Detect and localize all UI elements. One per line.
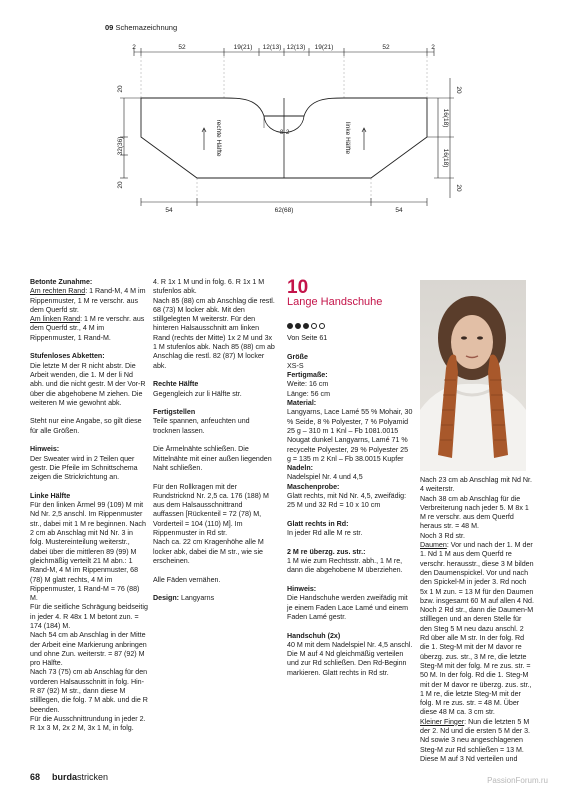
heading-glatt-rechts: Glatt rechts in Rd:: [287, 519, 349, 528]
neck-dim-2: 2: [286, 130, 290, 136]
paragraph: 1 M wie zum Rechtsstr. abh., 1 M re, dann die abgehobene M überziehen.: [287, 557, 403, 575]
heading-abketten: Stufenloses Abketten:: [30, 352, 105, 361]
paragraph: 4. R 1x 1 M und in folg. 6. R 1x 1 M stufenlos abk.: [153, 278, 265, 296]
right-inner-dim-2: 16(18): [442, 148, 449, 168]
paragraph: Am rechten Rand: 1 Rand-M, 4 M im Rippenmuster, 1 M re verschr. aus dem Querfd str.: [30, 287, 146, 314]
paragraph: Alle Fäden vernähen.: [153, 575, 221, 584]
top-dim-5: 12(13): [286, 44, 306, 51]
paragraph: Nach ca. 22 cm Kragenhöhe alle M locker abk, dabei die M str., wie sie erscheinen.: [153, 538, 264, 565]
paragraph: Am linken Rand: 1 M re verschr. aus dem Querfd str., 4 M im Rippenmuster, 1 Rand-M.: [30, 315, 145, 342]
paragraph-daumen: Daumen: Vor und nach der 1. M der 1. Nd 1 M aus dem Querfd re verschr. herausstr., diese 3 M bilden den Daumenspickel. Vor und nach den Spickel-M in jeder 3. Rd noch 5x 1 M zun. = 13 M für den Daumen bzw. insgesamt 60 M auf allen 4 Nd. Noch 2 Rd str., dann die Daumen-M stilllegen und an deren Stelle für den Steg 5 M neu dazu anschl. 2 Rd über alle M str. In der folg. Rd die 1. Steg-M mit der M davor re überzg. zus. str., 3 M re, die letzte Steg-M mit der folg. M re zus. str. = 50 M. In der folg. Rd die 1. Steg-M mit der M davor re überzg. zus. str., 1 M re, die letzte Steg-M mit der folg. M re zus. str. = 48 M. Über diese 48 M ca. 3 cm str.: [420, 541, 534, 717]
schema-title-text: Schemazeichnung: [115, 23, 178, 32]
page-number: 68: [30, 772, 41, 782]
length-value: Länge: 56 cm: [287, 389, 330, 398]
paragraph: Nach 54 cm ab Anschlag in der Mitte der Arbeit eine Markierung anbringen und ohne Zun. weiterstr. = 87 (92) M pro Hälfte.: [30, 631, 147, 668]
bottom-dim-1: 54: [165, 207, 173, 214]
top-dim-4: 12(13): [262, 44, 282, 51]
paragraph: Die Ärmelnähte schließen. Die Mittelnähte mit einer außen liegenden Naht schließen.: [153, 445, 272, 472]
paragraph-kleiner-finger: Kleiner Finger: Nun die letzten 5 M der 2. Nd und die ersten 5 M der 3. Nd sowie 3 neu angeschlagenen Steg-M zur Rd schließen = 13 M. Diese M auf 3 Nd verteilen und: [420, 717, 531, 763]
top-dim-1: 2: [132, 44, 136, 51]
width-value: Weite: 16 cm: [287, 380, 329, 389]
heading-groesse: Größe: [287, 352, 308, 361]
heading-fertigmasse: Fertigmaße:: [287, 371, 328, 380]
paragraph: Für die Ausschnittrundung in jeder 2. R 1x 3 M, 2x 2 M, 3x 1 M, in folg.: [30, 714, 146, 733]
right-inner-dim-1: 16(18): [442, 108, 449, 128]
paragraph: In jeder Rd alle M re str.: [287, 529, 363, 538]
paragraph: Teile spannen, anfeuchten und trocknen lassen.: [153, 417, 250, 435]
heading-handschuh: Handschuh (2x): [287, 631, 341, 640]
paragraph: Die Handschuhe werden zweifädig mit je einem Faden Lace Lamé und einem Faden Lamé gestr.: [287, 594, 409, 621]
top-dim-6: 19(21): [314, 44, 334, 51]
heading-ueberzg: 2 M re überzg. zus. str.:: [287, 547, 366, 556]
heading-betonte-zunahme: Betonte Zunahme:: [30, 278, 93, 286]
source-ref: Von Seite 61: [287, 334, 328, 342]
difficulty-dot-filled: [295, 323, 301, 329]
paragraph: Steht nur eine Angabe, so gilt diese für alle Größen.: [30, 417, 142, 435]
bottom-dim-2: 62(68): [274, 207, 294, 214]
paragraph: Noch 3 Rd str.: [420, 531, 465, 540]
difficulty-rating: [287, 316, 327, 334]
heading-fertigstellen: Fertigstellen: [153, 408, 196, 417]
difficulty-dot-filled: [287, 323, 293, 329]
paragraph: Gegengleich zur li Hälfte str.: [153, 389, 242, 398]
left-dim-1: 20: [117, 85, 124, 93]
heading-material: Material:: [287, 399, 317, 408]
difficulty-dot-empty: [311, 323, 317, 329]
paragraph: Nach 38 cm ab Anschlag für die Verbreiterung nach jeder 5. M 8x 1 M re verschr. aus dem Querfd heraus str. = 48 M.: [420, 494, 529, 531]
paragraph: Nach 73 (75) cm ab Anschlag für den vorderen Halsausschnitt in folg. Hin-R 87 (92) M str., dann diese M stilllegen, die folg. 7 M abk. und die R beenden.: [30, 668, 148, 714]
magazine-brand: burdastricken: [52, 772, 109, 782]
top-dim-7: 52: [382, 44, 390, 51]
heading-linke-haelfte: Linke Hälfte: [30, 491, 71, 500]
text-column-1: [30, 278, 148, 734]
right-dim-2: 20: [455, 184, 462, 192]
bottom-dim-3: 54: [395, 207, 403, 214]
heading-maschenprobe: Maschenprobe:: [287, 482, 340, 491]
schema-title: [105, 23, 177, 32]
heading-nadeln: Nadeln:: [287, 464, 314, 473]
neck-dim-1: 8: [280, 130, 284, 136]
difficulty-dot-filled: [303, 323, 309, 329]
needles-text: Nadelspiel Nr. 4 und 4,5: [287, 473, 363, 482]
paragraph: Nach 23 cm ab Anschlag mit Nd Nr. 4 weiterstr.: [420, 476, 532, 494]
design-credit: Design: Langyarns: [153, 594, 215, 603]
pattern-title: Lange Handschuhe: [287, 296, 383, 308]
heading-hinweis: Hinweis:: [287, 585, 317, 594]
top-dim-8: 2: [431, 44, 435, 51]
heading-hinweis: Hinweis:: [30, 445, 60, 454]
paragraph: Nach 85 (88) cm ab Anschlag die restl. 68 (73) M locker abk. Mit den stillgelegten M weiterstr. Für den hinteren Halsausschnitt am linken Rand (rechts der Mitte) 1x 2 M und 3x 1 M stufenlos abk. Nach 85 (88) cm ab Anschlag die restl. 82 (87) M locker abk.: [153, 296, 275, 370]
text-column-4: [420, 476, 534, 764]
paragraph: Der Sweater wird in 2 Teilen quer gestr. Die Pfeile im Schnittschema zeigen die Strickrichtung an.: [30, 454, 138, 482]
pattern-number: 10: [287, 277, 309, 298]
paragraph: Die letzte M der R nicht abstr. Die Arbeit wenden, die 1. M der li Nd abh. und die nicht gestr. M der Vor-R über die abgehobene M ziehen. Die weiteren M wie gewohnt abk.: [30, 361, 146, 407]
model-photo: [420, 280, 526, 471]
label-left-half: linke Hälfte: [344, 121, 351, 155]
label-right-half: rechte Hälfte: [215, 119, 222, 157]
paragraph: 40 M mit dem Nadelspiel Nr. 4,5 anschl. Die M auf 4 Nd gleichmäßig verteilen und zur Rd schließen. Den Rd-Beginn markieren. Glatt rechts in Rd str.: [287, 640, 413, 677]
size-value: XS-S: [287, 361, 304, 370]
material-text: Langyarns, Lace Lamé 55 % Mohair, 30 % Seide, 8 % Polyester, 7 % Polyamid 25 g – 310 m 1 Knl – Fb 1081.0015 Nougat dunkel Langyarns, Lamé 71 % recycelte Polyester, 29 % Polyester 25 g = 135 m 2 Knl – Fb 38.0015 Kupfer: [287, 408, 413, 463]
left-dim-2: 32(36): [117, 136, 124, 156]
text-column-3: [287, 334, 413, 678]
schema-drawing: [100, 40, 460, 220]
right-dim-1: 20: [455, 86, 462, 94]
left-dim-3: 20: [117, 181, 124, 189]
text-column-2: [153, 278, 275, 613]
top-dim-3: 19(21): [233, 44, 253, 51]
gauge-text: Glatt rechts, mit Nd Nr. 4,5, zweifädig: 25 M und 32 Rd = 10 x 10 cm: [287, 492, 407, 510]
heading-rechte-haelfte: Rechte Hälfte: [153, 380, 199, 389]
paragraph: Für den Rollkragen mit der Rundstricknd Nr. 2,5 ca. 176 (188) M aus dem Halsausschnittrand auffassen [Rückenteil = 72 (78) M, Vorderteil = 104 (110) M]. Im Rippenmuster in Rd str.: [153, 482, 269, 538]
difficulty-dot-empty: [319, 323, 325, 329]
paragraph: Für die seitliche Schrägung beidseitig in jeder 4. R 48x 1 M betont zun. = 174 (184) M.: [30, 603, 148, 630]
paragraph: Für den linken Ärmel 99 (109) M mit Nd Nr. 2,5 anschl. Im Rippenmuster str., dabei mit 1 M re beginnen. Nach 2 cm ab Anschlag mit Nd Nr. 3 in folg. Mustereinteilung weiterstr., dabei über die mittleren 89 (99) M gleichmäßig verteilt 21 M abn.: 1 Rand-M, 4 M im Rippenmuster, 68 (78) M glatt rechts, 4 M im Rippenmuster, 1 Rand-M = 76 (88) M.: [30, 501, 146, 603]
schema-number: 09: [105, 23, 114, 32]
watermark: PassionForum.ru: [487, 776, 548, 785]
top-dim-2: 52: [178, 44, 186, 51]
